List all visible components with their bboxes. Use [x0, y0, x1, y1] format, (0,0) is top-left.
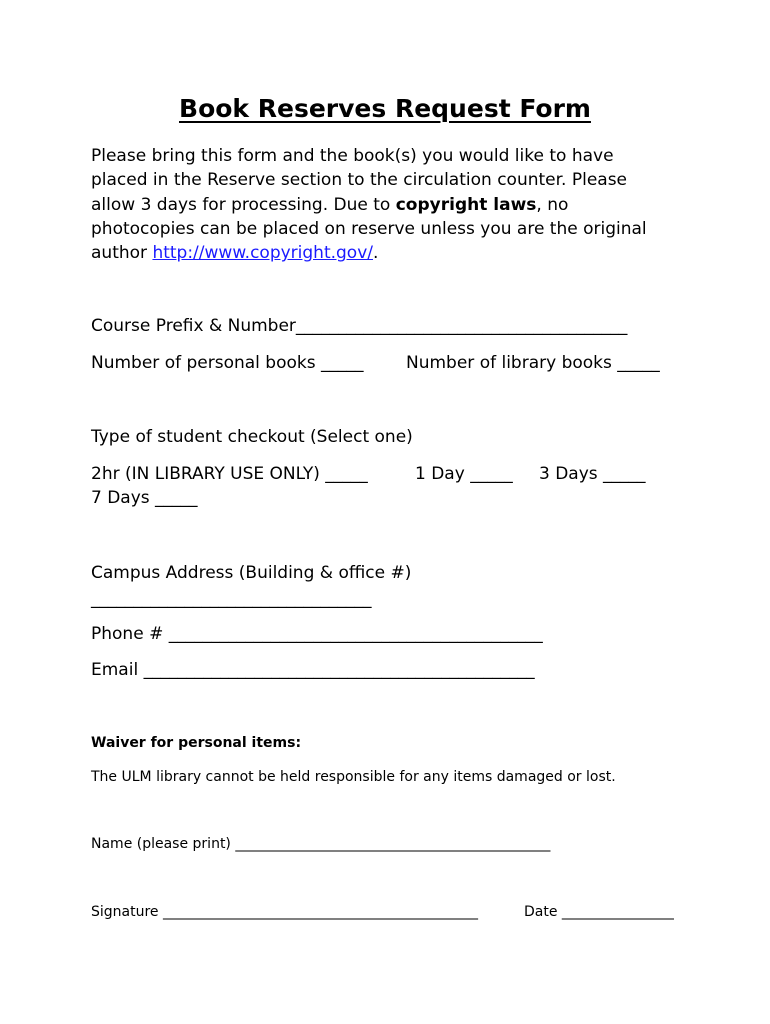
- library-books-field[interactable]: Number of library books _____: [406, 353, 660, 373]
- course-prefix-field[interactable]: Course Prefix & Number_______________________________________: [91, 316, 628, 336]
- intro-text: , no: [536, 194, 569, 215]
- page-title: Book Reserves Request Form: [179, 94, 591, 123]
- campus-address-label: Campus Address (Building & office #): [91, 563, 412, 583]
- intro-line: photocopies can be placed on reserve unless you are the original: [91, 218, 647, 239]
- email-field[interactable]: Email ______________________________________________: [91, 660, 535, 680]
- intro-line: [91, 193, 691, 217]
- checkout-1day-field[interactable]: 1 Day _____: [415, 464, 513, 484]
- checkout-heading: Type of student checkout (Select one): [91, 427, 413, 447]
- waiver-heading: Waiver for personal items:: [91, 735, 302, 751]
- waiver-text: The ULM library cannot be held responsible for any items damaged or lost.: [91, 769, 616, 785]
- personal-books-field[interactable]: Number of personal books _____: [91, 353, 364, 373]
- intro-text: allow 3 days for processing. Due to: [91, 194, 396, 215]
- campus-address-field[interactable]: _________________________________: [91, 589, 372, 609]
- intro-text: author: [91, 243, 153, 264]
- checkout-3days-field[interactable]: 3 Days _____: [539, 464, 646, 484]
- phone-field[interactable]: Phone # ____________________________________________: [91, 624, 543, 644]
- copyright-link[interactable]: http://www.copyright.gov/: [152, 243, 373, 264]
- checkout-2hr-field[interactable]: 2hr (IN LIBRARY USE ONLY) _____: [91, 464, 368, 484]
- intro-line: [91, 241, 691, 265]
- intro-line: placed in the Reserve section to the circulation counter. Please: [91, 170, 628, 191]
- name-field[interactable]: Name (please print) _____________________________________________: [91, 836, 551, 852]
- copyright-laws-emphasis: copyright laws: [395, 194, 537, 215]
- intro-line: Please bring this form and the book(s) you would like to have: [91, 146, 614, 166]
- checkout-7days-field[interactable]: 7 Days _____: [91, 488, 198, 508]
- intro-paragraph: [91, 144, 691, 265]
- date-field[interactable]: Date ________________: [524, 904, 674, 920]
- intro-text: .: [373, 243, 379, 264]
- signature-field[interactable]: Signature _____________________________________________: [91, 904, 478, 920]
